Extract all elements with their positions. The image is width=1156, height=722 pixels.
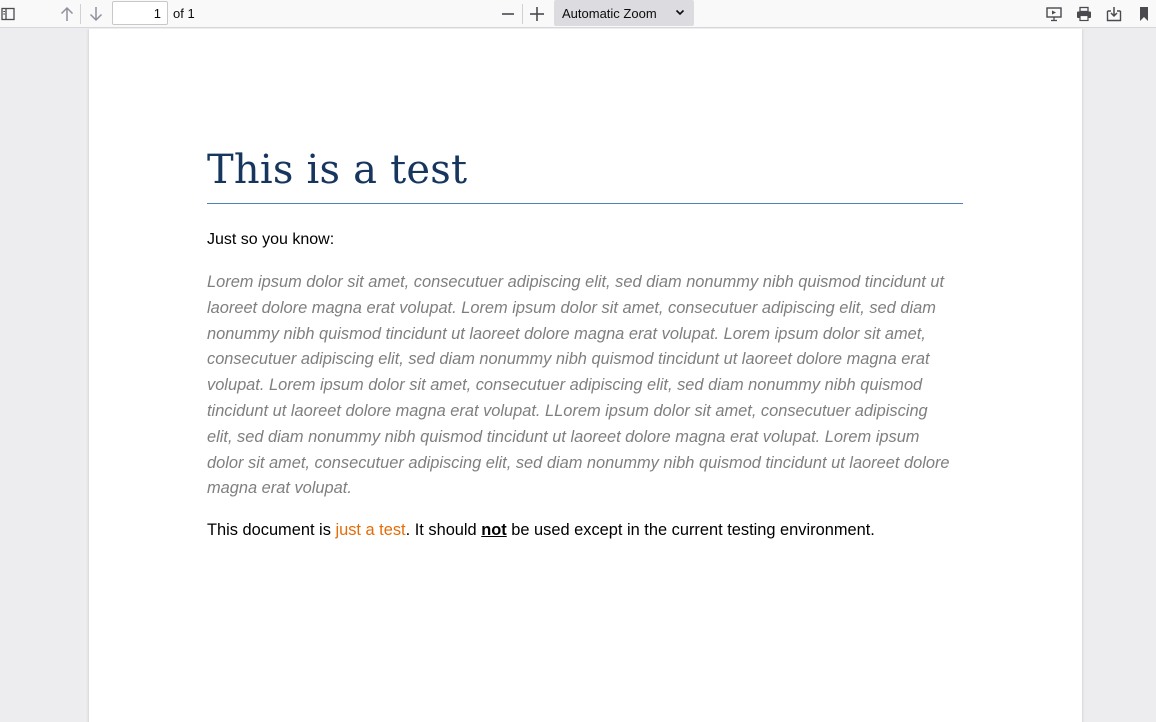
lorem-paragraph: Lorem ipsum dolor sit amet, consecutuer adipiscing elit, sed diam nonummy nibh quismod tincidunt ut laoreet dolore magna erat volupat. Lorem ipsum dolor sit amet, consecutuer adipiscing elit, sed diam nonummy nibh quismod tincidunt ut laoreet dolore magna erat volupat. Lorem ipsum dolor sit amet, consecutuer adipiscing elit, sed diam nonummy nibh quismod tincidunt ut laoreet dolore magna erat volupat. Lorem ipsum dolor sit amet, consecutuer adipiscing elit, sed diam nonummy nibh quismod tincidunt ut laoreet dolore magna erat volupat. LLorem ipsum dolor sit amet, consecutuer adipiscing elit, sed diam nonummy nibh quismod tincidunt ut laoreet dolore magna erat volupat. Lorem ipsum dolor sit amet, consecutuer adipiscing elit, sed diam nonummy nibh quismod tincidunt ut laoreet dolore magna erat volupat. [207, 273, 950, 498]
download-icon[interactable] [1104, 2, 1124, 26]
chevron-down-icon [674, 6, 686, 21]
zoom-select[interactable] [554, 0, 694, 26]
closing-text-1: This document is [207, 521, 336, 539]
print-icon[interactable] [1074, 2, 1094, 26]
minus-icon[interactable] [498, 2, 518, 26]
closing-paragraph [207, 521, 967, 540]
presentation-mode-icon[interactable] [1044, 2, 1064, 26]
closing-text-3: be used except in the current testing environment. [506, 521, 875, 539]
page-count-label: of 1 [173, 6, 195, 21]
emphasis-text: not [481, 521, 507, 539]
bookmark-icon[interactable] [1136, 2, 1152, 26]
toolbar-divider [80, 4, 81, 24]
page-number-input[interactable] [112, 1, 168, 25]
zoom-select-value: Automatic Zoom [562, 5, 657, 21]
pdf-page [89, 29, 1082, 722]
plus-icon[interactable] [527, 2, 547, 26]
highlight-text: just a test [335, 521, 406, 539]
arrow-down-icon[interactable] [86, 2, 106, 26]
title-underline-rule [207, 203, 963, 204]
document-viewer[interactable] [0, 29, 1156, 722]
document-title: This is a test [207, 147, 468, 193]
toolbar-divider [522, 4, 523, 24]
intro-text: Just so you know: [207, 231, 335, 248]
sidebar-toggle-icon[interactable] [0, 2, 16, 26]
pdf-toolbar [0, 0, 1156, 28]
arrow-up-icon[interactable] [57, 2, 77, 26]
closing-text-2: . It should [405, 521, 482, 539]
